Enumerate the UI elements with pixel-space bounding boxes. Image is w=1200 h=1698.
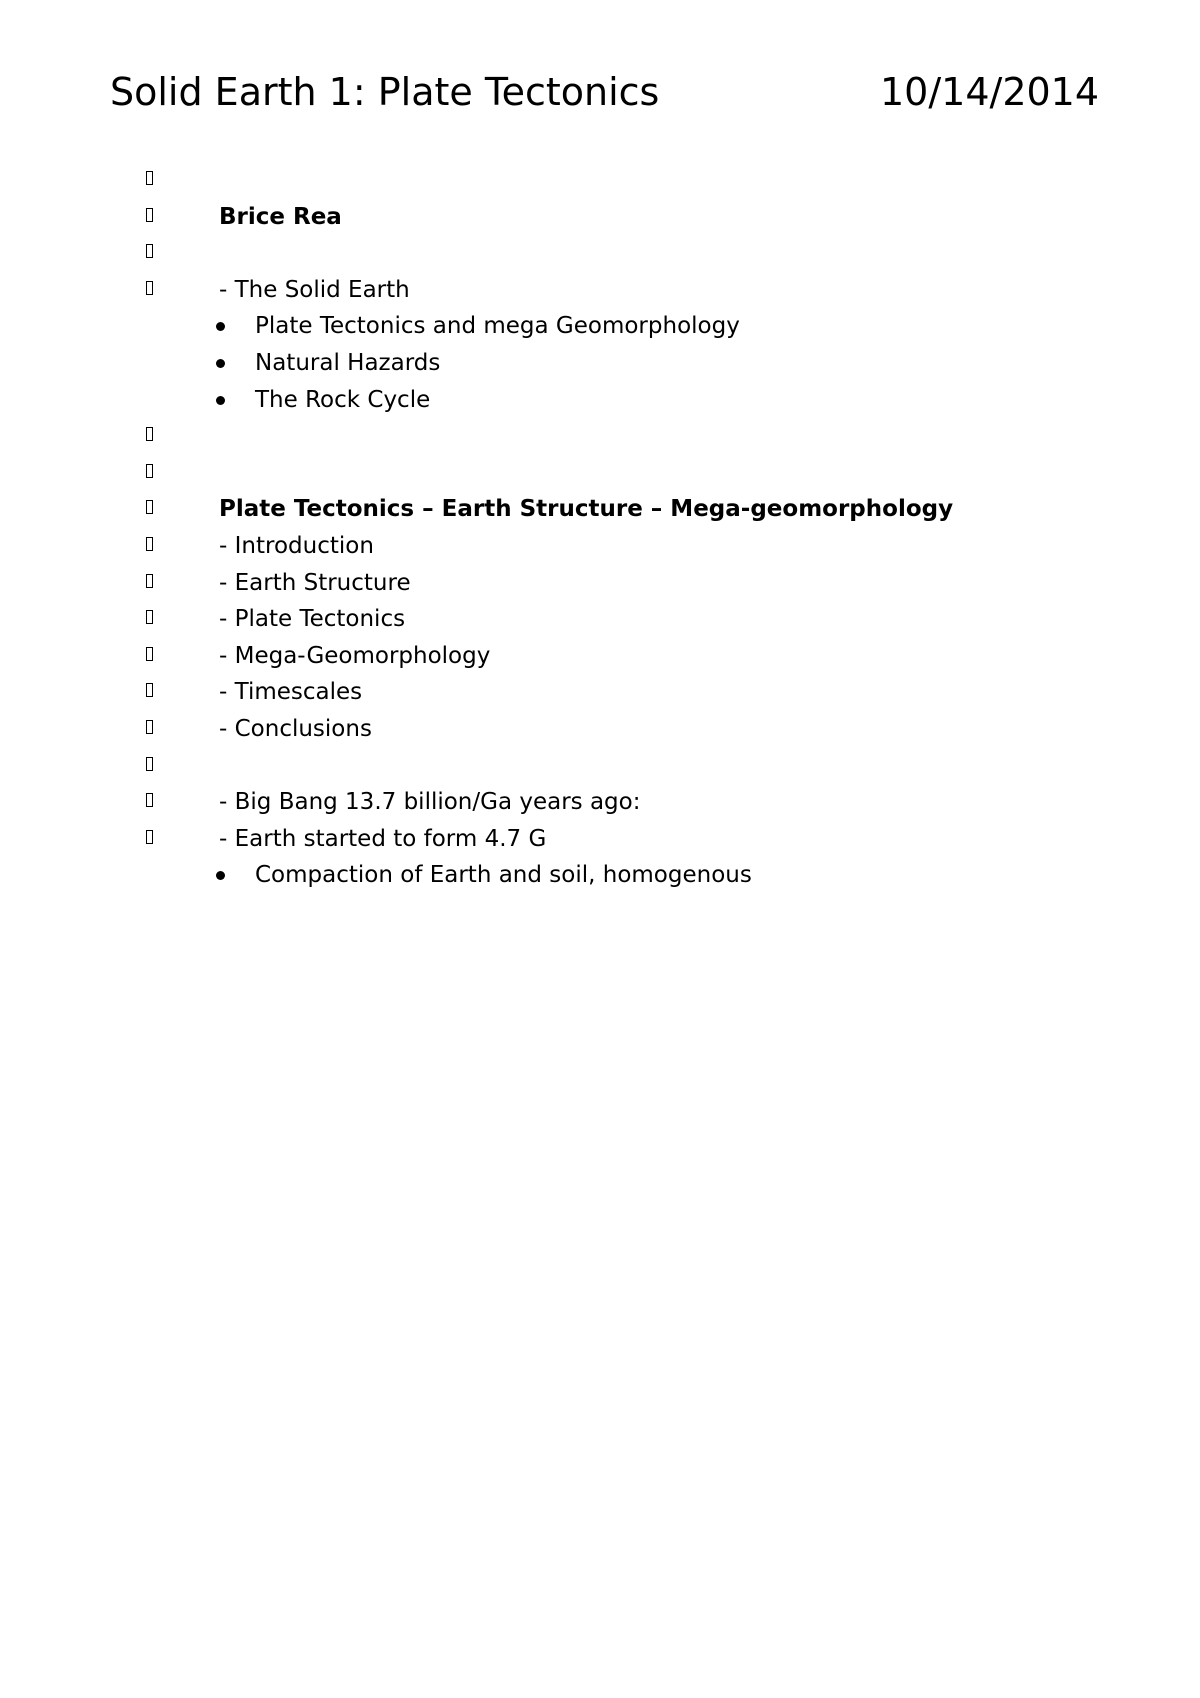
lecturer-name: Brice Rea xyxy=(219,203,342,230)
bullet-line xyxy=(0,308,1200,345)
checkbox-glyph-icon xyxy=(146,793,153,807)
note-line xyxy=(0,748,1200,785)
note-line xyxy=(0,272,1200,309)
checkbox-glyph-icon xyxy=(146,830,153,844)
bullet-icon xyxy=(216,322,225,331)
note-text: - Big Bang 13.7 billion/Ga years ago: xyxy=(219,789,641,816)
note-line xyxy=(0,784,1200,821)
section-heading: Plate Tectonics – Earth Structure – Mega-geomorphology xyxy=(219,496,954,523)
note-line xyxy=(0,565,1200,602)
note-line xyxy=(0,235,1200,272)
note-text: - Timescales xyxy=(219,679,363,706)
checkbox-glyph-icon xyxy=(146,171,153,185)
page-title: Solid Earth 1: Plate Tectonics xyxy=(110,70,660,114)
note-text: - Conclusions xyxy=(219,715,372,742)
bullet-text: Natural Hazards xyxy=(255,349,441,376)
note-line xyxy=(0,821,1200,858)
note-text: - Mega-Geomorphology xyxy=(219,642,491,669)
checkbox-glyph-icon xyxy=(146,757,153,771)
bullet-icon xyxy=(216,396,225,405)
note-line xyxy=(0,418,1200,455)
checkbox-glyph-icon xyxy=(146,610,153,624)
note-text: - Plate Tectonics xyxy=(219,606,406,633)
note-line xyxy=(0,528,1200,565)
note-line xyxy=(0,199,1200,236)
bullet-line xyxy=(0,857,1200,894)
bullet-text: Plate Tectonics and mega Geomorphology xyxy=(255,313,740,340)
checkbox-glyph-icon xyxy=(146,537,153,551)
page-date: 10/14/2014 xyxy=(880,70,1100,114)
checkbox-glyph-icon xyxy=(146,500,153,514)
note-text: - Earth Structure xyxy=(219,569,411,596)
note-line xyxy=(0,455,1200,492)
note-text: - The Solid Earth xyxy=(219,276,410,303)
note-line xyxy=(0,674,1200,711)
checkbox-glyph-icon xyxy=(146,683,153,697)
checkbox-glyph-icon xyxy=(146,281,153,295)
bullet-line xyxy=(0,345,1200,382)
checkbox-glyph-icon xyxy=(146,208,153,222)
checkbox-glyph-icon xyxy=(146,574,153,588)
checkbox-glyph-icon xyxy=(146,647,153,661)
note-text: - Earth started to form 4.7 G xyxy=(219,825,547,852)
checkbox-glyph-icon xyxy=(146,464,153,478)
notes-body xyxy=(0,162,1200,894)
bullet-line xyxy=(0,382,1200,419)
checkbox-glyph-icon xyxy=(146,720,153,734)
note-text: - Introduction xyxy=(219,532,374,559)
checkbox-glyph-icon xyxy=(146,244,153,258)
note-line xyxy=(0,491,1200,528)
bullet-icon xyxy=(216,871,225,880)
checkbox-glyph-icon xyxy=(146,427,153,441)
note-line xyxy=(0,638,1200,675)
bullet-icon xyxy=(216,359,225,368)
note-line xyxy=(0,711,1200,748)
bullet-text: Compaction of Earth and soil, homogenous xyxy=(255,862,752,889)
note-line xyxy=(0,601,1200,638)
bullet-text: The Rock Cycle xyxy=(255,386,431,413)
note-line xyxy=(0,162,1200,199)
